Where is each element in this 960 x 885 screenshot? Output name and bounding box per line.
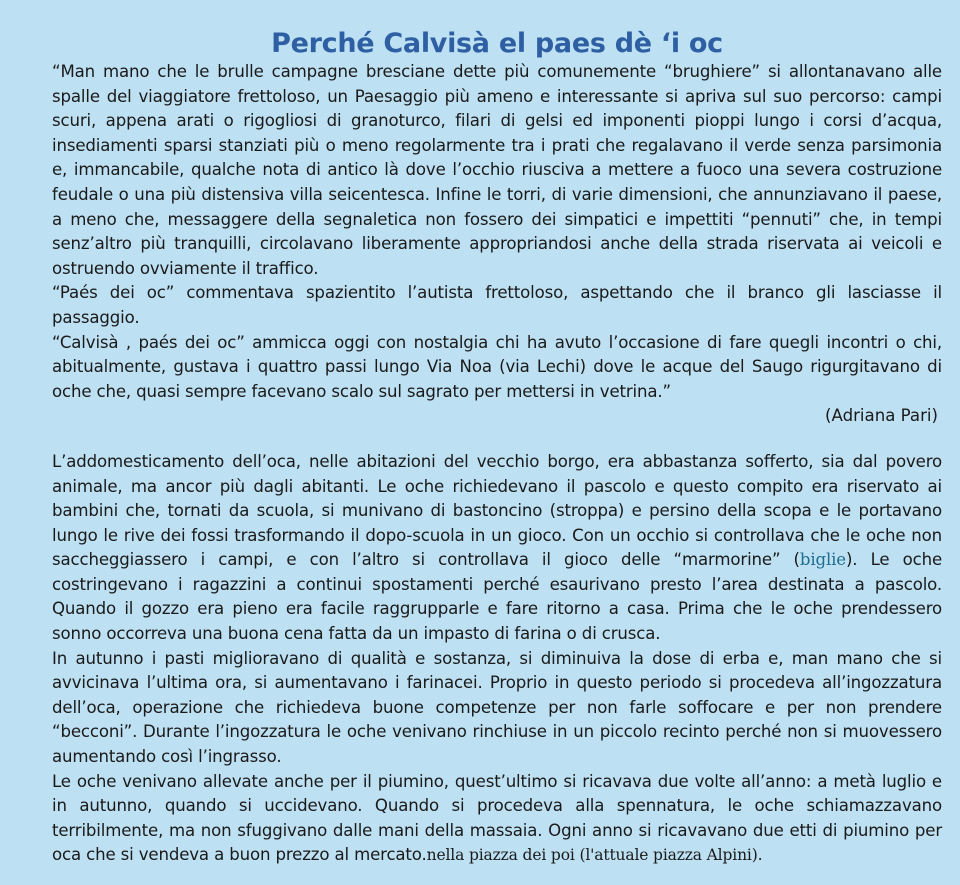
- paragraph-gap: [52, 429, 942, 450]
- article-title: Perché Calvisà el paes dè ‘i oc: [271, 28, 723, 59]
- body-paragraph-3-tail: nella piazza dei poi (l'attuale piazza Alpini).: [426, 846, 763, 865]
- quote-paragraph-1: “Man mano che le brulle campagne bresciane dette più comunemente “brughiere” si allontanavano alle spalle del viaggiatore frettoloso, un Paesaggio più ameno e interessante si apriva sul suo percorso: campi scuri, appena arati o rigogliosi di granoturco, filari di gelsi ed imponenti pioppi lungo i corsi d’acqua, insediamenti sparsi stanziati più o meno regolarmente tra i prati che regalavano il verde senza parsimonia e, immancabile, qualche nota di antico là dove l’occhio riusciva a mettere a fuoco una severa costruzione feudale o una più distensiva villa seicentesca. Infine le torri, di varie dimensioni, che annunziavano il paese, a meno che, messaggere della segnaletica non fossero dei simpatici e impettiti “pennuti” che, in tempi senz’altro più tranquilli, circolavano liberamente appropriandosi anche della strada riservata ai veicoli e ostruendo ovviamente il traffico.: [52, 62, 942, 278]
- body-paragraph-2: In autunno i pasti miglioravano di qualità e sostanza, si diminuiva la dose di erba e, man mano che si avvicinava l’ultima ora, si aumentavano i farinacei. Proprio in questo periodo si procedeva all’ingozzatura dell’oca, operazione che richiedeva buone competenze per non farle soffocare e per non prendere “becconi”. Durante l’ingozzatura le oche venivano rinchiuse in un piccolo recinto perché non si muovessero aumentando così l’ingrasso.: [52, 648, 942, 767]
- body-paragraph-1-end: ). Le oche costringevano i ragazzini a continui spostamenti perché esaurivano presto l’area destinata a pascolo. Quando il gozzo era pieno era facile raggrupparle e fare ritorno a casa. Prima che le oche prendessero sonno occorreva una buona cena fatta da un impasto di farina o di crusca.: [52, 550, 943, 644]
- quote-paragraph-3: “Calvisà , paés dei oc” ammicca oggi con nostalgia chi ha avuto l’occasione di fare quegli incontri o chi, abitualmente, gustava i quattro passi lungo Via Noa (via Lechi) dove le acque del Saugo rigurgitavano di oche che, quasi sempre facevano scalo sul sagrato per mettersi in vetrina.”: [52, 332, 942, 401]
- body-paragraph-3-text: Le oche venivano allevate anche per il piumino, quest’ultimo si ricavava due volte all’anno: a metà luglio e in autunno, quando si uccidevano. Quando si procedeva alla spennatura, le oche schiamazzavano terribilmente, ma non sfuggivano dalle mani della massaia. Ogni anno si ricavavano due etti di piumino per oca che si vendeva a buon prezzo al mercato.: [52, 771, 942, 865]
- quote-signature: (Adriana Pari): [825, 406, 938, 426]
- body-paragraph-1: [52, 450, 942, 647]
- body-paragraph-3: [52, 770, 942, 868]
- quote-paragraph-2: “Paés dei oc” commentava spazientito l’autista frettoloso, aspettando che il branco gli lasciasse il passaggio.: [52, 283, 942, 327]
- body-paragraph-1-start: L’addomesticamento dell’oca, nelle abitazioni del vecchio borgo, era abbastanza sofferto, sia dal povero animale, ma ancor più dagli abitanti. Le oche richiedevano il pascolo e questo compito era riservato ai bambini che, tornati da scuola, si munivano di bastoncino (stroppa) e persino della scopa e le portavano lungo le rive dei fossi trasformando il dopo-scuola in un gioco. Con un occhio si controllava che le oche non saccheggiassero i campi, e con l’altro si controllava il gioco delle “marmorine” (: [52, 451, 942, 570]
- highlighted-word-biglie: biglie: [799, 550, 846, 570]
